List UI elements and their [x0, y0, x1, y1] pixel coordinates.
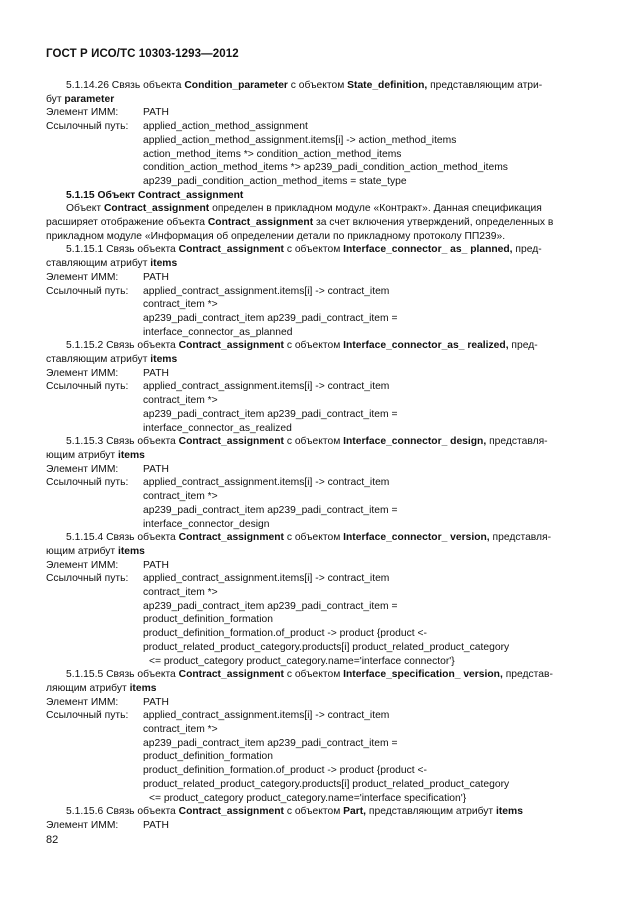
element-value: PATH: [143, 271, 169, 283]
reference-row: [46, 285, 586, 299]
reference-label: Ссылочный путь:: [46, 285, 129, 297]
entity-name: Interface_connector_ design,: [343, 436, 487, 448]
reference-label: Ссылочный путь:: [46, 573, 129, 585]
heading-text: 5.1.15.5 Связь объекта: [66, 669, 179, 681]
section-heading-cont: [46, 257, 586, 271]
section-heading: [46, 243, 586, 257]
entity-name: Contract_assignment: [178, 532, 284, 544]
paragraph-text: Объект: [66, 203, 104, 215]
reference-line: product_definition_formation: [143, 614, 273, 626]
heading-text: ставляющим атрибут: [46, 354, 151, 366]
reference-line: product_definition_formation.of_product -> product {product <-: [143, 765, 427, 777]
entity-name: Condition_parameter: [184, 80, 288, 91]
element-label: Элемент ИММ:: [46, 559, 119, 571]
reference-line: applied_contract_assignment.items[i] -> contract_item: [143, 710, 390, 722]
heading-text: представля-: [486, 436, 548, 448]
reference-line: interface_connector_design: [143, 518, 270, 530]
heading-text: ющим атрибут: [46, 545, 118, 557]
heading-text: 5.1.15.2 Связь объекта: [66, 340, 179, 352]
heading-text: 5.1.15.6 Связь объекта: [66, 806, 179, 818]
reference-line: <= product_category product_category.name='interface specification'}: [149, 792, 467, 804]
page-number: 82: [46, 834, 59, 846]
reference-line: contract_item *>: [143, 587, 218, 599]
reference-line: applied_action_method_assignment.items[i] -> action_method_items: [143, 134, 457, 146]
reference-label: Ссылочный путь:: [46, 381, 129, 393]
reference-line: applied_contract_assignment.items[i] -> contract_item: [143, 477, 390, 489]
element-row: [46, 271, 586, 285]
entity-name: Interface_connector_as_ realized,: [343, 340, 509, 352]
paragraph-text: за счет включения утверждений, определенных в: [313, 217, 554, 229]
paragraph-line: [46, 202, 586, 216]
attribute-name: items: [496, 806, 523, 818]
reference-line: interface_connector_as_realized: [143, 422, 292, 434]
heading-text: с объектом: [283, 669, 344, 681]
reference-line: ap239_padi_contract_item ap239_padi_contract_item =: [143, 408, 398, 420]
reference-line: applied_action_method_assignment: [143, 121, 308, 133]
heading-text: 5.1.14.26 Связь объекта: [66, 80, 185, 91]
reference-line: ap239_padi_contract_item ap239_padi_contract_item =: [143, 504, 398, 516]
heading-text: представляющим атрибут: [366, 806, 497, 818]
entity-name: Interface_connector_ as_ planned,: [343, 244, 513, 256]
attribute-name: items: [150, 258, 178, 270]
section-heading: [46, 339, 586, 353]
subsection-title: 5.1.15 Объект Contract_assignment: [66, 189, 244, 201]
reference-label: Ссылочный путь:: [46, 121, 129, 133]
element-row: [46, 367, 586, 381]
heading-text: представля-: [489, 532, 552, 544]
reference-row: [46, 120, 586, 134]
paragraph-text: определен в прикладном модуле «Контракт». Данная спецификация: [209, 203, 542, 215]
entity-name: Contract_assignment: [178, 340, 284, 352]
reference-line: product_related_product_category.products[i] product_related_product_category: [143, 641, 510, 653]
heading-text: с объектом: [283, 532, 344, 544]
section-heading: [46, 531, 586, 545]
entity-name: Contract_assignment: [207, 217, 314, 229]
section-heading-cont: [46, 353, 586, 367]
paragraph-line: прикладном модуле «Информация об определении детали по прикладному протоколу ПП239».: [46, 230, 506, 242]
heading-text: с объектом: [283, 340, 344, 352]
element-label: Элемент ИММ:: [46, 696, 119, 708]
reference-label: Ссылочный путь:: [46, 477, 129, 489]
element-label: Элемент ИММ:: [46, 819, 119, 831]
element-row: [46, 463, 586, 477]
reference-row: [46, 709, 586, 723]
section-heading: [46, 79, 586, 93]
entity-name: Interface_specification_ version,: [343, 669, 503, 681]
reference-line: contract_item *>: [143, 491, 218, 503]
heading-text: бут: [46, 93, 65, 105]
reference-row: [46, 380, 586, 394]
reference-line: applied_contract_assignment.items[i] -> contract_item: [143, 381, 390, 393]
heading-text: 5.1.15.1 Связь объекта: [66, 244, 179, 256]
reference-line: action_method_items *> condition_action_method_items: [143, 148, 402, 160]
reference-line: condition_action_method_items *> ap239_padi_condition_action_method_items: [143, 162, 508, 174]
element-label: Элемент ИММ:: [46, 271, 119, 283]
section-heading-cont: [46, 682, 586, 696]
reference-line: applied_contract_assignment.items[i] -> contract_item: [143, 573, 390, 585]
element-label: Элемент ИММ:: [46, 463, 119, 475]
heading-text: ющим атрибут: [46, 449, 118, 461]
reference-line: ap239_padi_contract_item ap239_padi_contract_item =: [143, 737, 398, 749]
element-row: [46, 106, 586, 120]
reference-line: ap239_padi_contract_item ap239_padi_contract_item =: [143, 600, 398, 612]
entity-name: State_definition,: [347, 80, 428, 91]
reference-line: product_related_product_category.products[i] product_related_product_category: [143, 778, 510, 790]
heading-text: ставляющим атрибут: [46, 258, 151, 270]
reference-line: ap239_padi_contract_item ap239_padi_contract_item =: [143, 312, 398, 324]
section-heading-cont: [46, 93, 586, 107]
element-value: PATH: [143, 559, 169, 571]
heading-text: 5.1.15.3 Связь объекта: [66, 436, 179, 448]
heading-text: пред-: [508, 340, 538, 352]
document-body: [46, 79, 586, 833]
heading-text: с объектом: [283, 244, 344, 256]
element-row: [46, 819, 586, 833]
attribute-name: items: [117, 449, 145, 461]
reference-line: applied_contract_assignment.items[i] -> contract_item: [143, 285, 390, 297]
heading-text: с объектом: [287, 80, 348, 91]
element-row: [46, 696, 586, 710]
heading-text: пред-: [512, 244, 542, 256]
entity-name: Contract_assignment: [103, 203, 210, 215]
element-value: PATH: [143, 463, 169, 475]
attribute-name: parameter: [64, 93, 115, 105]
reference-line: product_definition_formation: [143, 751, 273, 763]
heading-text: 5.1.15.4 Связь объекта: [66, 532, 179, 544]
reference-line: contract_item *>: [143, 724, 218, 736]
heading-text: с объектом: [283, 436, 344, 448]
attribute-name: items: [150, 354, 178, 366]
reference-line: contract_item *>: [143, 395, 218, 407]
section-heading: [46, 668, 586, 682]
document-header: ГОСТ Р ИСО/ТС 10303-1293—2012: [46, 48, 239, 60]
reference-row: [46, 476, 586, 490]
reference-line: product_definition_formation.of_product -> product {product <-: [143, 628, 427, 640]
entity-name: Contract_assignment: [178, 669, 284, 681]
attribute-name: items: [129, 682, 157, 694]
reference-line: interface_connector_as_planned: [143, 326, 293, 338]
element-row: [46, 559, 586, 573]
reference-row: [46, 572, 586, 586]
attribute-name: items: [117, 545, 145, 557]
reference-line: ap239_padi_condition_action_method_items = state_type: [143, 175, 407, 187]
heading-text: представляющим атри-: [427, 80, 543, 91]
entity-name: Interface_connector_ version,: [343, 532, 490, 544]
heading-text: представ-: [502, 669, 553, 681]
heading-text: с объектом: [283, 806, 344, 818]
reference-line: contract_item *>: [143, 299, 218, 311]
entity-name: Contract_assignment: [178, 436, 284, 448]
element-label: Элемент ИММ:: [46, 367, 119, 379]
element-value: PATH: [143, 696, 169, 708]
section-heading: [46, 435, 586, 449]
entity-name: Contract_assignment: [178, 244, 284, 256]
section-heading: [46, 805, 586, 819]
paragraph-line: [46, 216, 586, 230]
entity-name: Contract_assignment: [178, 806, 284, 818]
section-heading-cont: [46, 449, 586, 463]
entity-name: Part,: [343, 806, 367, 818]
reference-line: <= product_category product_category.name='interface connector'}: [149, 655, 455, 667]
paragraph-text: расширяет отображение объекта: [46, 217, 208, 229]
heading-text: ляющим атрибут: [46, 682, 130, 694]
element-label: Элемент ИММ:: [46, 107, 119, 119]
element-value: PATH: [143, 107, 169, 119]
section-heading-cont: [46, 545, 586, 559]
element-value: PATH: [143, 367, 169, 379]
element-value: PATH: [143, 819, 169, 831]
reference-label: Ссылочный путь:: [46, 710, 129, 722]
